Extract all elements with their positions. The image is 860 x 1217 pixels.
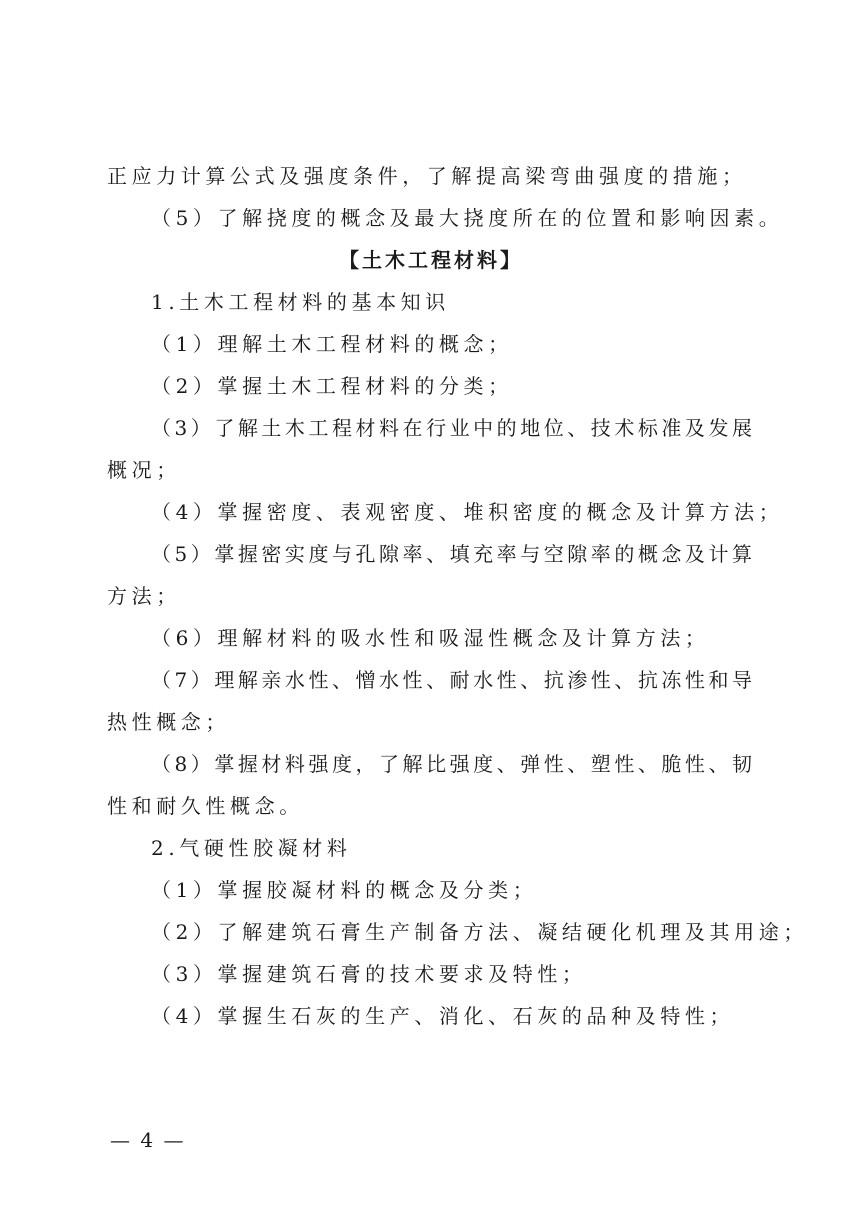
list-item-continuation: 方法； <box>107 584 181 608</box>
list-item: （4）掌握密度、表观密度、堆积密度的概念及计算方法； <box>151 500 784 524</box>
list-item: （1）掌握胶凝材料的概念及分类； <box>151 878 538 902</box>
subsection-title: 1.土木工程材料的基本知识 <box>151 290 450 314</box>
list-item-continuation: 热性概念； <box>107 710 230 734</box>
list-item: （8）掌握材料强度，了解比强度、弹性、塑性、脆性、韧 <box>151 752 755 776</box>
list-item: （2）掌握土木工程材料的分类； <box>151 374 513 398</box>
section-heading: 【土木工程材料】 <box>339 248 523 272</box>
text-line: 正应力计算公式及强度条件，了解提高梁弯曲强度的措施； <box>107 164 747 188</box>
page-number: — 4 — <box>110 1128 186 1152</box>
list-item-continuation: 性和耐久性概念。 <box>107 794 304 818</box>
document-body <box>107 155 808 1037</box>
list-item: （7）理解亲水性、憎水性、耐水性、抗渗性、抗冻性和导 <box>151 668 755 692</box>
list-item: （4）掌握生石灰的生产、消化、石灰的品种及特性； <box>151 1004 735 1028</box>
subsection-title: 2.气硬性胶凝材料 <box>151 836 352 860</box>
list-item: （3）掌握建筑石膏的技术要求及特性； <box>151 962 587 986</box>
list-item: （5）掌握密实度与孔隙率、填充率与空隙率的概念及计算 <box>151 542 755 566</box>
list-item: （1）理解土木工程材料的概念； <box>151 332 513 356</box>
list-item: （2）了解建筑石膏生产制备方法、凝结硬化机理及其用途； <box>151 920 808 944</box>
list-item: （3）了解土木工程材料在行业中的地位、技术标准及发展 <box>151 416 755 440</box>
list-item: （5）了解挠度的概念及最大挠度所在的位置和影响因素。 <box>151 206 784 230</box>
list-item-continuation: 概况； <box>107 458 181 482</box>
list-item: （6）理解材料的吸水性和吸湿性概念及计算方法； <box>151 626 710 650</box>
